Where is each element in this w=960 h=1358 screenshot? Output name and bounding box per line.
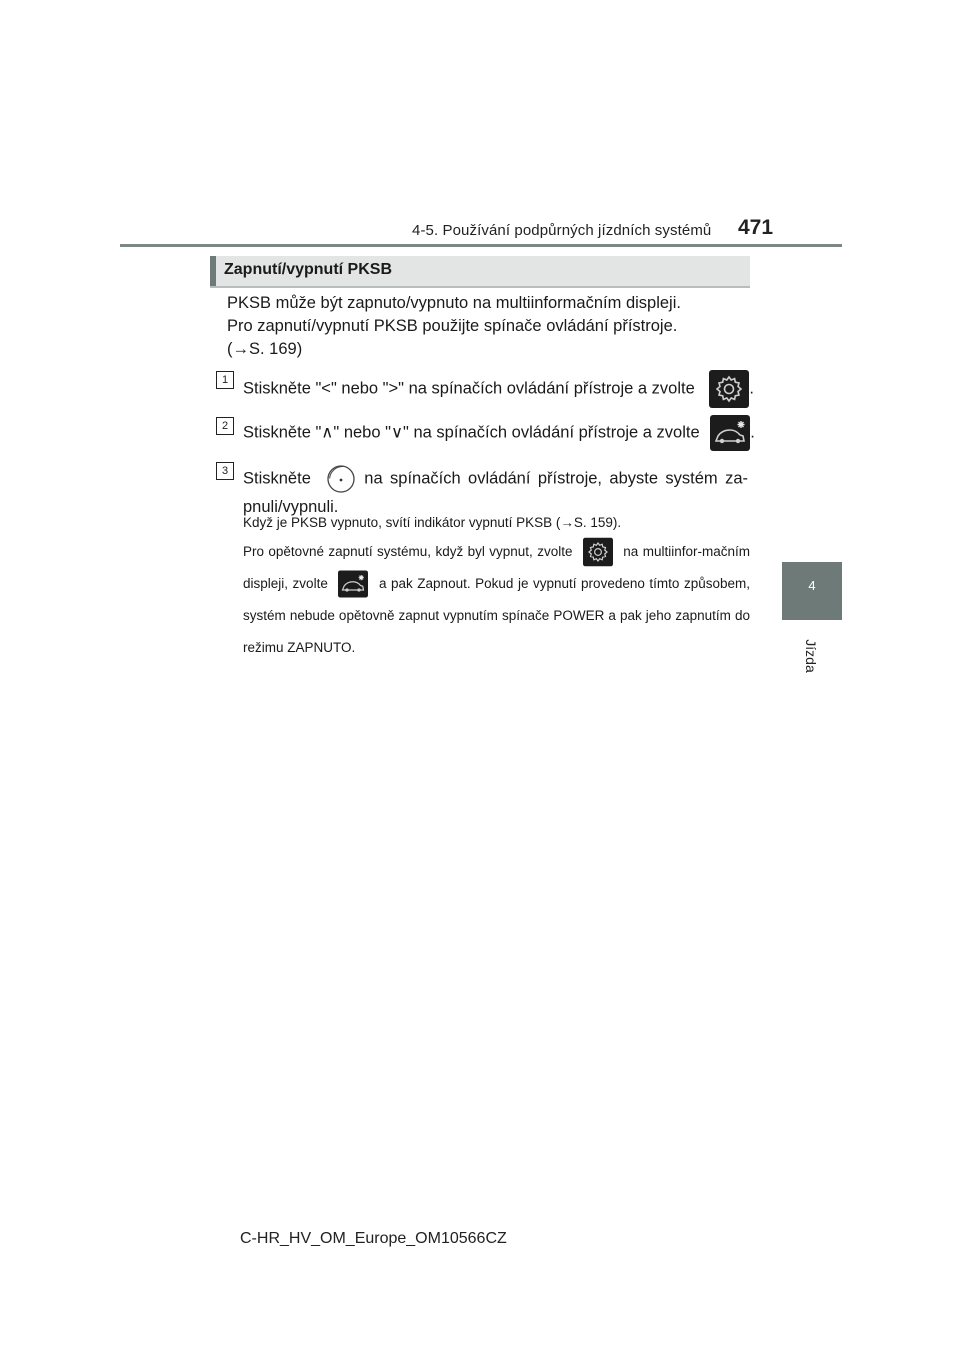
note-1: Když je PKSB vypnuto, svítí indikátor vypnutí PKSB (→S. 159). (243, 515, 622, 530)
pksb-car-icon (338, 570, 368, 598)
note-2-text-b: na multiinfor-mačním displeji, zvolte (243, 544, 750, 591)
step-1 (243, 370, 754, 408)
page-number: 471 (738, 216, 774, 239)
section-heading (210, 256, 750, 288)
intro-line-3: (→S. 169) (227, 340, 303, 358)
section-intro (227, 292, 767, 361)
document-code: C-HR_HV_OM_Europe_OM10566CZ (240, 1230, 507, 1247)
step-3-end: na spínačích ovládání přístroje, abyste systém za-pnuli/vypnuli. (243, 469, 748, 516)
step-2-text: Stiskněte "∧" nebo "∨" na spínačích ovládání přístroje a zvolte (243, 423, 700, 442)
chapter-tab-label: Jízda (803, 639, 819, 673)
step-2 (243, 415, 755, 451)
intro-line-1: PKSB může být zapnuto/vypnuto na multiinformačním displeji. (227, 294, 681, 312)
note-2-text-c: a pak Zapnout. Pokud je vypnutí provedeno tímto způsobem, systém nebude opětovně zapnut vypnutím spínače POWER a pak jeho zapnutím do režimu ZAPNUTO. (243, 576, 750, 655)
header-section-title: 4-5. Používání podpůrných jízdních systémů (412, 222, 712, 239)
header-divider (120, 244, 842, 247)
step-2-end: . (750, 423, 755, 442)
step-1-text: Stiskněte "<" nebo ">" na spínačích ovládání přístroje a zvolte (243, 379, 695, 398)
step-number-2: 2 (216, 417, 234, 435)
pksb-car-icon (710, 415, 750, 451)
note-2-text-a: Pro opětovné zapnutí systému, když byl vypnut, zvolte (243, 544, 573, 559)
step-3 (243, 464, 748, 521)
section-heading-title: Zapnutí/vypnutí PKSB (224, 261, 392, 278)
step-3-text: Stiskněte (243, 469, 311, 488)
section-heading-bar (210, 256, 216, 286)
settings-gear-icon (709, 370, 749, 408)
step-number-3: 3 (216, 462, 234, 480)
settings-gear-icon (583, 537, 613, 567)
chapter-tab-number: 4 (808, 578, 816, 593)
step-1-end: . (749, 379, 754, 398)
intro-line-2: Pro zapnutí/vypnutí PKSB použijte spínače ovládání přístroje. (227, 317, 678, 335)
enter-button-icon (326, 464, 356, 494)
note-2 (243, 536, 750, 664)
step-number-1: 1 (216, 371, 234, 389)
